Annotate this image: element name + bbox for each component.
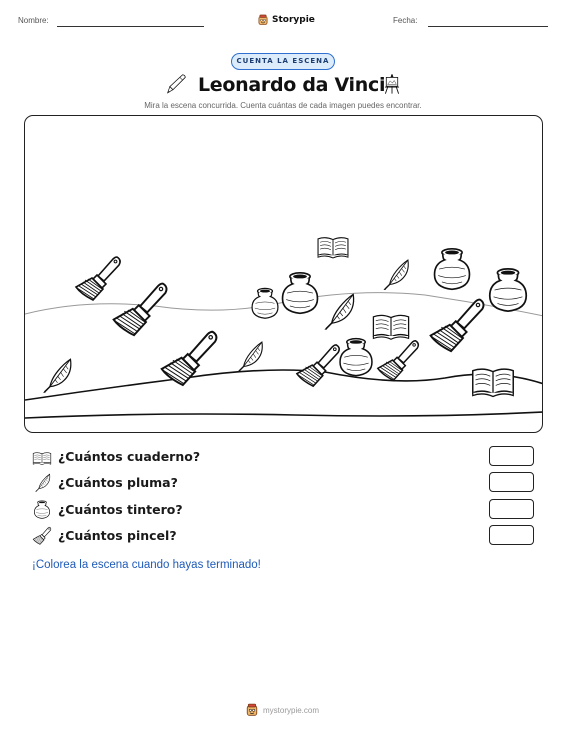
instructions: Mira la escena concurrida. Cuenta cuántas de cada imagen puedes encontrar. bbox=[144, 101, 422, 110]
quill-icon bbox=[237, 342, 262, 372]
worksheet-header bbox=[0, 13, 566, 33]
notebook-icon bbox=[373, 315, 408, 339]
activity-tag: CUENTA LA ESCENA bbox=[231, 53, 335, 70]
inkwell-icon bbox=[32, 500, 52, 520]
brush-icon bbox=[114, 284, 167, 336]
answer-box-inkwell[interactable] bbox=[489, 499, 534, 519]
site-url: mystorypie.com bbox=[263, 705, 320, 715]
question-inkwell bbox=[32, 499, 538, 521]
counting-scene bbox=[24, 115, 543, 433]
notebook-icon bbox=[318, 238, 348, 258]
date-field[interactable] bbox=[428, 26, 548, 27]
brand bbox=[257, 13, 315, 27]
brush-icon bbox=[162, 332, 217, 385]
question-quill bbox=[32, 472, 538, 494]
quill-icon bbox=[383, 260, 408, 290]
easel-icon bbox=[381, 72, 403, 96]
answer-box-notebook[interactable] bbox=[489, 446, 534, 466]
brush-icon bbox=[32, 526, 52, 546]
inkwell-icon bbox=[435, 249, 470, 289]
brush-icon bbox=[431, 300, 484, 352]
inkwell-icon bbox=[283, 273, 318, 313]
footer bbox=[245, 702, 319, 718]
question-text: ¿Cuántos tintero? bbox=[58, 502, 183, 517]
storypie-logo-icon bbox=[257, 14, 269, 26]
brush-icon bbox=[378, 341, 419, 381]
brush-icon bbox=[297, 345, 339, 386]
title-row bbox=[0, 72, 566, 100]
brand-name: Storypie bbox=[272, 15, 315, 25]
page-title: Leonardo da Vinci bbox=[198, 74, 386, 96]
date-label: Fecha: bbox=[393, 16, 418, 25]
quill-icon bbox=[32, 473, 52, 493]
scene-illustration bbox=[25, 116, 543, 433]
answer-box-brush[interactable] bbox=[489, 525, 534, 545]
question-text: ¿Cuántos pluma? bbox=[58, 475, 178, 490]
question-text: ¿Cuántos pincel? bbox=[58, 528, 177, 543]
inkwell-icon bbox=[490, 269, 526, 311]
quill-icon bbox=[324, 294, 353, 329]
inkwell-icon bbox=[340, 339, 372, 376]
question-text: ¿Cuántos cuaderno? bbox=[58, 449, 201, 464]
quill-icon bbox=[43, 359, 71, 392]
brush-icon bbox=[76, 257, 120, 300]
notebook-icon bbox=[473, 369, 513, 396]
name-label: Nombre: bbox=[18, 16, 49, 25]
question-brush bbox=[32, 525, 538, 547]
question-notebook bbox=[32, 446, 538, 468]
answer-box-quill[interactable] bbox=[489, 472, 534, 492]
name-field[interactable] bbox=[57, 26, 204, 27]
coloring-prompt: ¡Colorea la escena cuando hayas terminado! bbox=[32, 559, 261, 571]
pencil-icon bbox=[165, 72, 187, 96]
notebook-icon bbox=[32, 447, 52, 467]
storypie-logo-icon bbox=[245, 703, 259, 717]
inkwell-icon bbox=[252, 288, 278, 318]
